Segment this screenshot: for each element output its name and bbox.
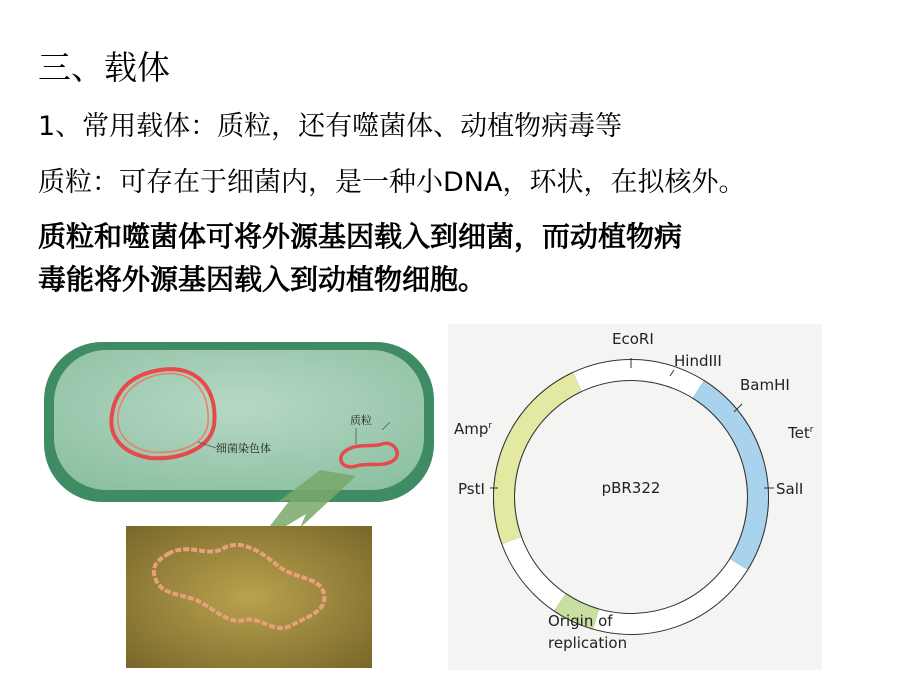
tet-label: Tet$^r$ [788,424,814,442]
psti-site-label: PstI [458,480,485,498]
chromosome-label: 细菌染色体 [216,442,271,455]
origin-label-line2: replication [548,634,628,652]
amp-label: Amp$^r$ [454,420,493,438]
slide-heading: 三、载体 [38,48,170,87]
plasmid-name: pBR322 [601,479,661,497]
ecori-site-label: EcoRI [612,330,654,348]
transfer-line-2: 毒能将外源基因载入到动植物细胞。 [38,263,487,296]
hindiii-site-label: HindIII [674,352,722,370]
pbr322-plasmid-map [448,324,822,670]
bamhi-site-label: BamHI [740,376,790,394]
vectors-line: 1、常用载体：质粒，还有噬菌体、动植物病毒等 [38,111,623,142]
sali-site-label: SalI [776,480,804,498]
bacterium-illustration [38,330,438,675]
transfer-line-1: 质粒和噬菌体可将外源基因载入到细菌，而动植物病 [38,220,683,253]
origin-label-line1: Origin of [548,612,613,630]
plasmid-label: 质粒 [350,414,372,427]
plasmid-definition-line: 质粒：可存在于细菌内，是一种小DNA，环状，在拟核外。 [38,167,746,198]
